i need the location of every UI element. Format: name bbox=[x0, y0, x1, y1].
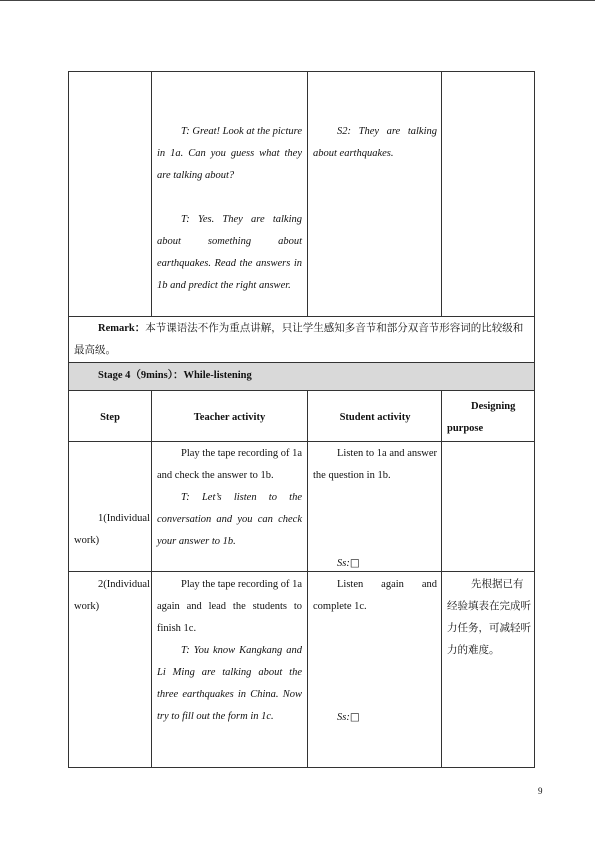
row-divider bbox=[68, 571, 535, 572]
student-activity-cell bbox=[313, 443, 437, 487]
teacher-activity-cell bbox=[157, 574, 302, 728]
remark-label: Remark： bbox=[98, 323, 146, 334]
student-activity-cell bbox=[313, 121, 437, 165]
stage-title: Stage 4（9mins）：While-listening bbox=[98, 370, 252, 381]
teacher-line: T: You know Kangkang and Li Ming are talking about the three earthquakes in China. Now try to fill out the form in 1c. bbox=[157, 645, 302, 722]
column-divider bbox=[307, 390, 308, 768]
step-cell bbox=[74, 508, 150, 552]
header-step: Step bbox=[100, 412, 120, 423]
teacher-activity-cell bbox=[157, 443, 302, 553]
remark-paragraph bbox=[74, 318, 528, 362]
page-number: 9 bbox=[538, 786, 543, 796]
student-speaker-label: Ss: bbox=[337, 712, 350, 723]
designing-purpose-cell bbox=[447, 574, 533, 662]
student-speaker bbox=[337, 552, 360, 575]
column-divider bbox=[441, 71, 442, 316]
remark-cell bbox=[74, 318, 528, 362]
student-speaker-label: Ss: bbox=[337, 558, 350, 569]
student-instruction: Listen to 1a and answer the question in 1b. bbox=[313, 448, 437, 481]
header-student-activity: Student activity bbox=[339, 412, 411, 423]
row-divider bbox=[68, 362, 535, 363]
row-divider bbox=[68, 441, 535, 442]
header-teacher-activity: Teacher activity bbox=[193, 412, 266, 423]
table-border-left bbox=[68, 71, 69, 768]
blank-box-glyph: □ bbox=[349, 557, 360, 569]
student-speaker bbox=[337, 706, 360, 729]
remark-text: 本节课语法不作为重点讲解，只让学生感知多音节和部分双音节形容词的比较级和最高级。 bbox=[74, 323, 524, 356]
teacher-line: T: Yes. They are talking about something about earthquakes. Read the answers in 1b and predict the right answer. bbox=[157, 214, 302, 291]
teacher-line: T: Let’s listen to the conversation and you can check your answer to 1b. bbox=[157, 492, 302, 547]
table-border-top bbox=[68, 71, 535, 72]
row-divider bbox=[68, 316, 535, 317]
blank-box-glyph: □ bbox=[349, 711, 360, 723]
page-top-rule bbox=[0, 0, 595, 1]
student-line: S2: They are talking about earthquakes. bbox=[313, 126, 437, 159]
stage-cell bbox=[74, 365, 528, 387]
step-cell bbox=[74, 574, 150, 618]
column-divider bbox=[151, 390, 152, 768]
column-divider bbox=[307, 71, 308, 316]
purpose-text: 先根据已有经验填表在完成听力任务，可减轻听力的难度。 bbox=[447, 579, 531, 656]
teacher-instruction: Play the tape recording of 1a again and lead the students to finish 1c. bbox=[157, 579, 302, 634]
column-divider bbox=[441, 390, 442, 768]
step-label: 2(Individual work) bbox=[74, 579, 150, 612]
teacher-line: T: Great! Look at the picture in 1a. Can you guess what they are talking about? bbox=[157, 126, 302, 181]
teacher-activity-cell bbox=[157, 121, 302, 297]
step-label: 1(Individual work) bbox=[74, 513, 150, 546]
table-border-right bbox=[534, 71, 535, 768]
table-border-bottom bbox=[68, 767, 535, 768]
column-divider bbox=[151, 71, 152, 316]
header-designing-purpose: Designing purpose bbox=[447, 401, 516, 434]
student-instruction: Listen again and complete 1c. bbox=[313, 579, 437, 612]
student-activity-cell bbox=[313, 574, 437, 618]
row-divider bbox=[68, 390, 535, 391]
teacher-instruction: Play the tape recording of 1a and check the answer to 1b. bbox=[157, 448, 302, 481]
